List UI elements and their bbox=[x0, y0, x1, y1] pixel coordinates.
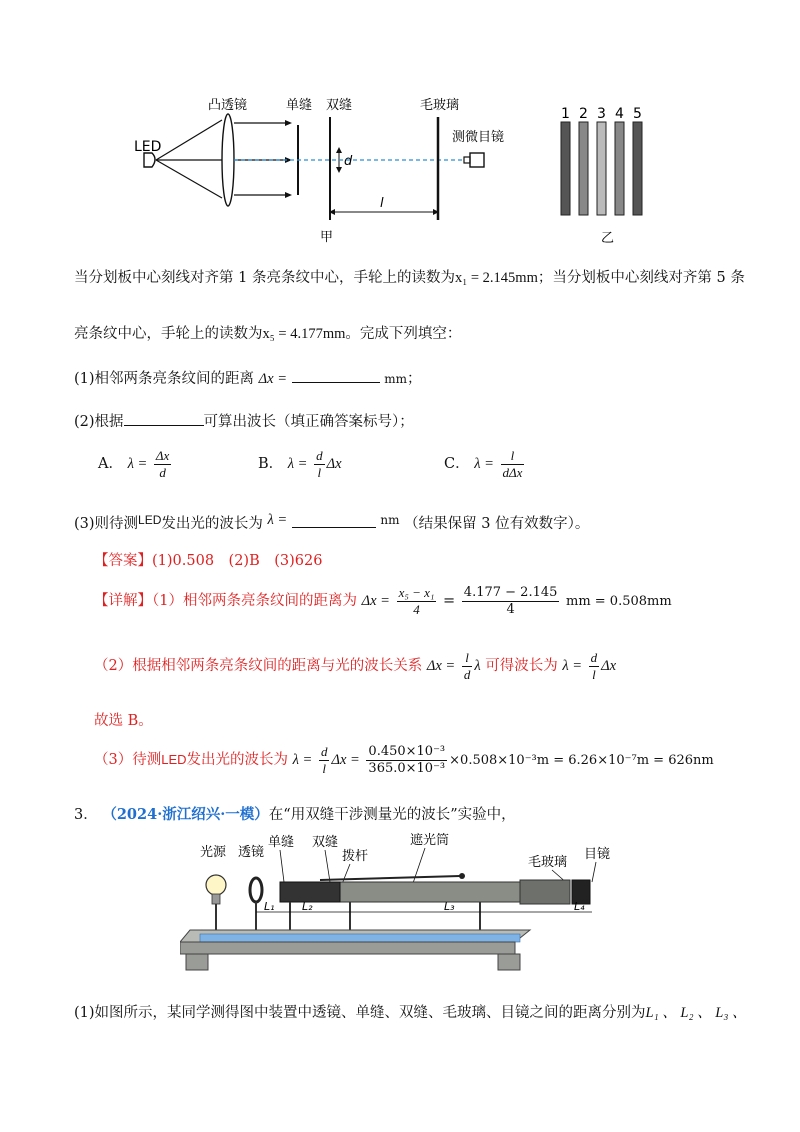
q3-answer-blank[interactable] bbox=[292, 527, 376, 528]
detail-3-fraction-2 bbox=[366, 744, 447, 777]
tube-label: 遮光筒 bbox=[410, 833, 450, 848]
fringe-number: 5 bbox=[633, 106, 642, 122]
fraction-denominator: 4 bbox=[506, 601, 515, 617]
intro-text: 。完成下列填空： bbox=[345, 326, 462, 342]
detail-2-text: （2）根据相邻两条亮条纹间的距离与光的波长关系 bbox=[94, 658, 423, 674]
question-2 bbox=[74, 412, 414, 432]
q3-note: （结果保留 3 位有效数字）。 bbox=[404, 516, 590, 532]
detail-1-fraction-2 bbox=[462, 585, 560, 618]
fraction-denominator: l bbox=[592, 666, 596, 682]
option-b-fraction bbox=[314, 448, 325, 481]
lever-label: 拨杆 bbox=[342, 849, 369, 864]
fraction-numerator: Δx bbox=[155, 447, 170, 463]
figure-yi-fringes bbox=[555, 100, 655, 245]
fraction-numerator: d bbox=[320, 743, 328, 759]
led-icon bbox=[144, 153, 155, 167]
detail-2-lhs: Δx = bbox=[426, 658, 456, 674]
fraction-denominator: l bbox=[322, 760, 327, 776]
light-bulb-icon bbox=[206, 875, 226, 895]
detail-1-fraction-1 bbox=[397, 585, 437, 618]
caption-yi: 乙 bbox=[601, 231, 615, 245]
fraction-numerator: 0.450×10⁻³ bbox=[368, 743, 446, 759]
option-a-lhs: λ = bbox=[127, 456, 148, 472]
q3-led: LED bbox=[138, 513, 162, 527]
double-slit-label: 双缝 bbox=[326, 98, 353, 113]
fraction-numerator: d bbox=[316, 447, 323, 463]
apparatus-diagram bbox=[180, 830, 620, 980]
fraction-numerator: 4.177 − 2.145 bbox=[463, 584, 558, 600]
double-slit-label: 双缝 bbox=[312, 835, 339, 850]
bright-fringe bbox=[597, 122, 606, 215]
option-b-lhs: λ = bbox=[287, 456, 308, 472]
lever-icon bbox=[320, 876, 460, 880]
option-b-tail: Δx bbox=[326, 456, 342, 472]
q3-text: (3)则待测 bbox=[74, 516, 139, 532]
fraction-denominator: d bbox=[159, 464, 166, 480]
bright-fringe bbox=[633, 122, 642, 215]
detail-3-led: LED bbox=[161, 752, 187, 767]
detail-tag: 【详解】 bbox=[94, 593, 152, 609]
intro-text: ；当分划板中心刻线对齐第 5 条 bbox=[537, 270, 745, 286]
detail-3-lhs: λ = bbox=[292, 752, 313, 768]
intro-line-1 bbox=[74, 268, 745, 288]
option-c[interactable] bbox=[444, 446, 526, 482]
question-1 bbox=[74, 369, 422, 389]
detail-1 bbox=[94, 583, 672, 620]
fringe-number: 4 bbox=[615, 106, 624, 122]
caption-jia: 甲 bbox=[320, 230, 334, 245]
question-3 bbox=[74, 510, 589, 534]
bright-fringe bbox=[579, 122, 588, 215]
option-a-fraction bbox=[154, 448, 171, 481]
fraction-numerator: l bbox=[462, 650, 473, 667]
option-a-label: A． bbox=[98, 456, 123, 472]
detail-2 bbox=[94, 648, 616, 684]
answer-tag: 【答案】 bbox=[94, 553, 152, 569]
detail-2-text: 可得波长为 bbox=[485, 658, 558, 674]
detail-2-lhs2: λ = bbox=[562, 658, 583, 674]
option-b-label: B． bbox=[258, 456, 284, 472]
detail-3-result: ×0.508×10⁻³m = 6.26×10⁻⁷m = 626nm bbox=[449, 753, 714, 768]
q1-answer-blank[interactable] bbox=[292, 382, 380, 383]
figure-jia-diagram bbox=[130, 95, 530, 245]
q2-text: (2)根据 bbox=[74, 414, 124, 430]
detail-2-lambda: λ bbox=[474, 658, 481, 674]
option-c-label: C． bbox=[444, 456, 470, 472]
L3-label: L₃ bbox=[444, 900, 455, 913]
fraction-denominator: dΔx bbox=[502, 464, 523, 480]
light-source-label: 光源 bbox=[200, 845, 227, 860]
intro-line-2 bbox=[74, 324, 461, 344]
detail-3-text: 发出光的波长为 bbox=[186, 752, 289, 768]
eyepiece-label: 目镜 bbox=[584, 847, 611, 862]
fraction-numerator: l bbox=[501, 448, 525, 465]
frosted-glass-label: 毛玻璃 bbox=[420, 98, 460, 113]
q3-text: 发出光的波长为 bbox=[161, 516, 263, 532]
sub1-text: (1)如图所示，某同学测得图中装置中透镜、单缝、双缝、毛玻璃、目镜之间的距离分别为 bbox=[74, 1005, 646, 1021]
bright-fringe bbox=[561, 122, 570, 215]
answer-text: (1)0.508 (2)B (3)626 bbox=[152, 553, 323, 569]
sub-question-1 bbox=[74, 1003, 747, 1023]
x5-reading: x₅ = 4.177mm bbox=[262, 326, 346, 342]
fraction-denominator: l bbox=[317, 464, 322, 480]
intro-text: 当分划板中心刻线对齐第 1 条亮条纹中心，手轮上的读数为 bbox=[74, 270, 455, 286]
q1-unit: mm bbox=[384, 372, 407, 386]
q2-answer-blank[interactable] bbox=[124, 425, 204, 426]
option-a[interactable] bbox=[98, 446, 173, 482]
problem-text: 在“用双缝干涉测量光的波长”实验中， bbox=[268, 807, 516, 823]
detail-2-fraction-2 bbox=[589, 650, 600, 683]
detail-3-fraction-1 bbox=[319, 744, 330, 777]
fringe-number: 3 bbox=[597, 106, 606, 122]
L2-label: L₂ bbox=[302, 900, 313, 913]
problem-source: （2024·浙江绍兴·一模） bbox=[102, 806, 269, 823]
fraction-numerator: x₅ − x₁ bbox=[398, 584, 435, 600]
option-b[interactable] bbox=[258, 446, 342, 482]
fraction-denominator: 4 bbox=[413, 601, 420, 617]
lens-label: 凸透镜 bbox=[208, 98, 248, 113]
detail-3-text: （3）待测 bbox=[94, 752, 162, 768]
q1-end: ； bbox=[407, 371, 422, 387]
detail-2-fraction bbox=[462, 650, 473, 683]
fringe-number: 1 bbox=[561, 106, 570, 122]
answer-line bbox=[94, 551, 322, 571]
L1-label: L₁ bbox=[264, 900, 275, 913]
l-label: l bbox=[380, 196, 384, 211]
bright-fringe bbox=[615, 122, 624, 215]
sub1-vars: L₁ 、 L₂ 、 L₃ 、 bbox=[645, 1005, 747, 1021]
intro-text: 亮条纹中心，手轮上的读数为 bbox=[74, 326, 263, 342]
detail-3-dx: Δx = bbox=[331, 752, 360, 768]
lens-ring-icon bbox=[250, 878, 262, 902]
detail-2-conclusion: 故选 B。 bbox=[94, 713, 153, 729]
option-c-lhs: λ = bbox=[474, 456, 494, 472]
detail-3 bbox=[94, 742, 714, 779]
detail-1-text: （1）相邻两条亮条纹间的距离为 bbox=[152, 593, 357, 609]
eyepiece-label: 测微目镜 bbox=[452, 130, 505, 145]
d-label: d bbox=[344, 154, 353, 169]
single-slit-label: 单缝 bbox=[268, 835, 295, 850]
fraction-denominator: d bbox=[463, 666, 471, 682]
detail-2-tail: Δx bbox=[601, 658, 617, 674]
detail-1-lhs: Δx = bbox=[361, 593, 390, 609]
q3-unit: nm bbox=[380, 513, 400, 527]
convex-lens bbox=[222, 114, 234, 206]
fraction-numerator: d bbox=[590, 649, 598, 665]
problem-3-header bbox=[74, 805, 516, 825]
detail-1-result: mm = 0.508mm bbox=[566, 594, 672, 609]
q1-expr: Δx = bbox=[258, 371, 288, 387]
frosted-glass-label: 毛玻璃 bbox=[528, 855, 568, 870]
q3-lhs: λ = bbox=[267, 512, 288, 528]
lens-label: 透镜 bbox=[238, 845, 265, 860]
L4-label: L₄ bbox=[574, 900, 585, 913]
eyepiece-icon bbox=[470, 153, 484, 167]
fringe-number: 2 bbox=[579, 106, 588, 122]
equals-sign: = bbox=[443, 593, 456, 609]
led-label: LED bbox=[134, 139, 162, 155]
problem-number: 3． bbox=[74, 807, 98, 823]
single-slit-label: 单缝 bbox=[286, 98, 313, 113]
fraction-denominator: 365.0×10⁻³ bbox=[368, 760, 446, 776]
option-c-fraction bbox=[501, 448, 525, 481]
q2-text: 可算出波长（填正确答案标号）； bbox=[203, 414, 414, 430]
x1-reading: x₁ = 2.145mm bbox=[454, 270, 538, 286]
q1-text: (1)相邻两条亮条纹间的距离 bbox=[74, 371, 255, 387]
